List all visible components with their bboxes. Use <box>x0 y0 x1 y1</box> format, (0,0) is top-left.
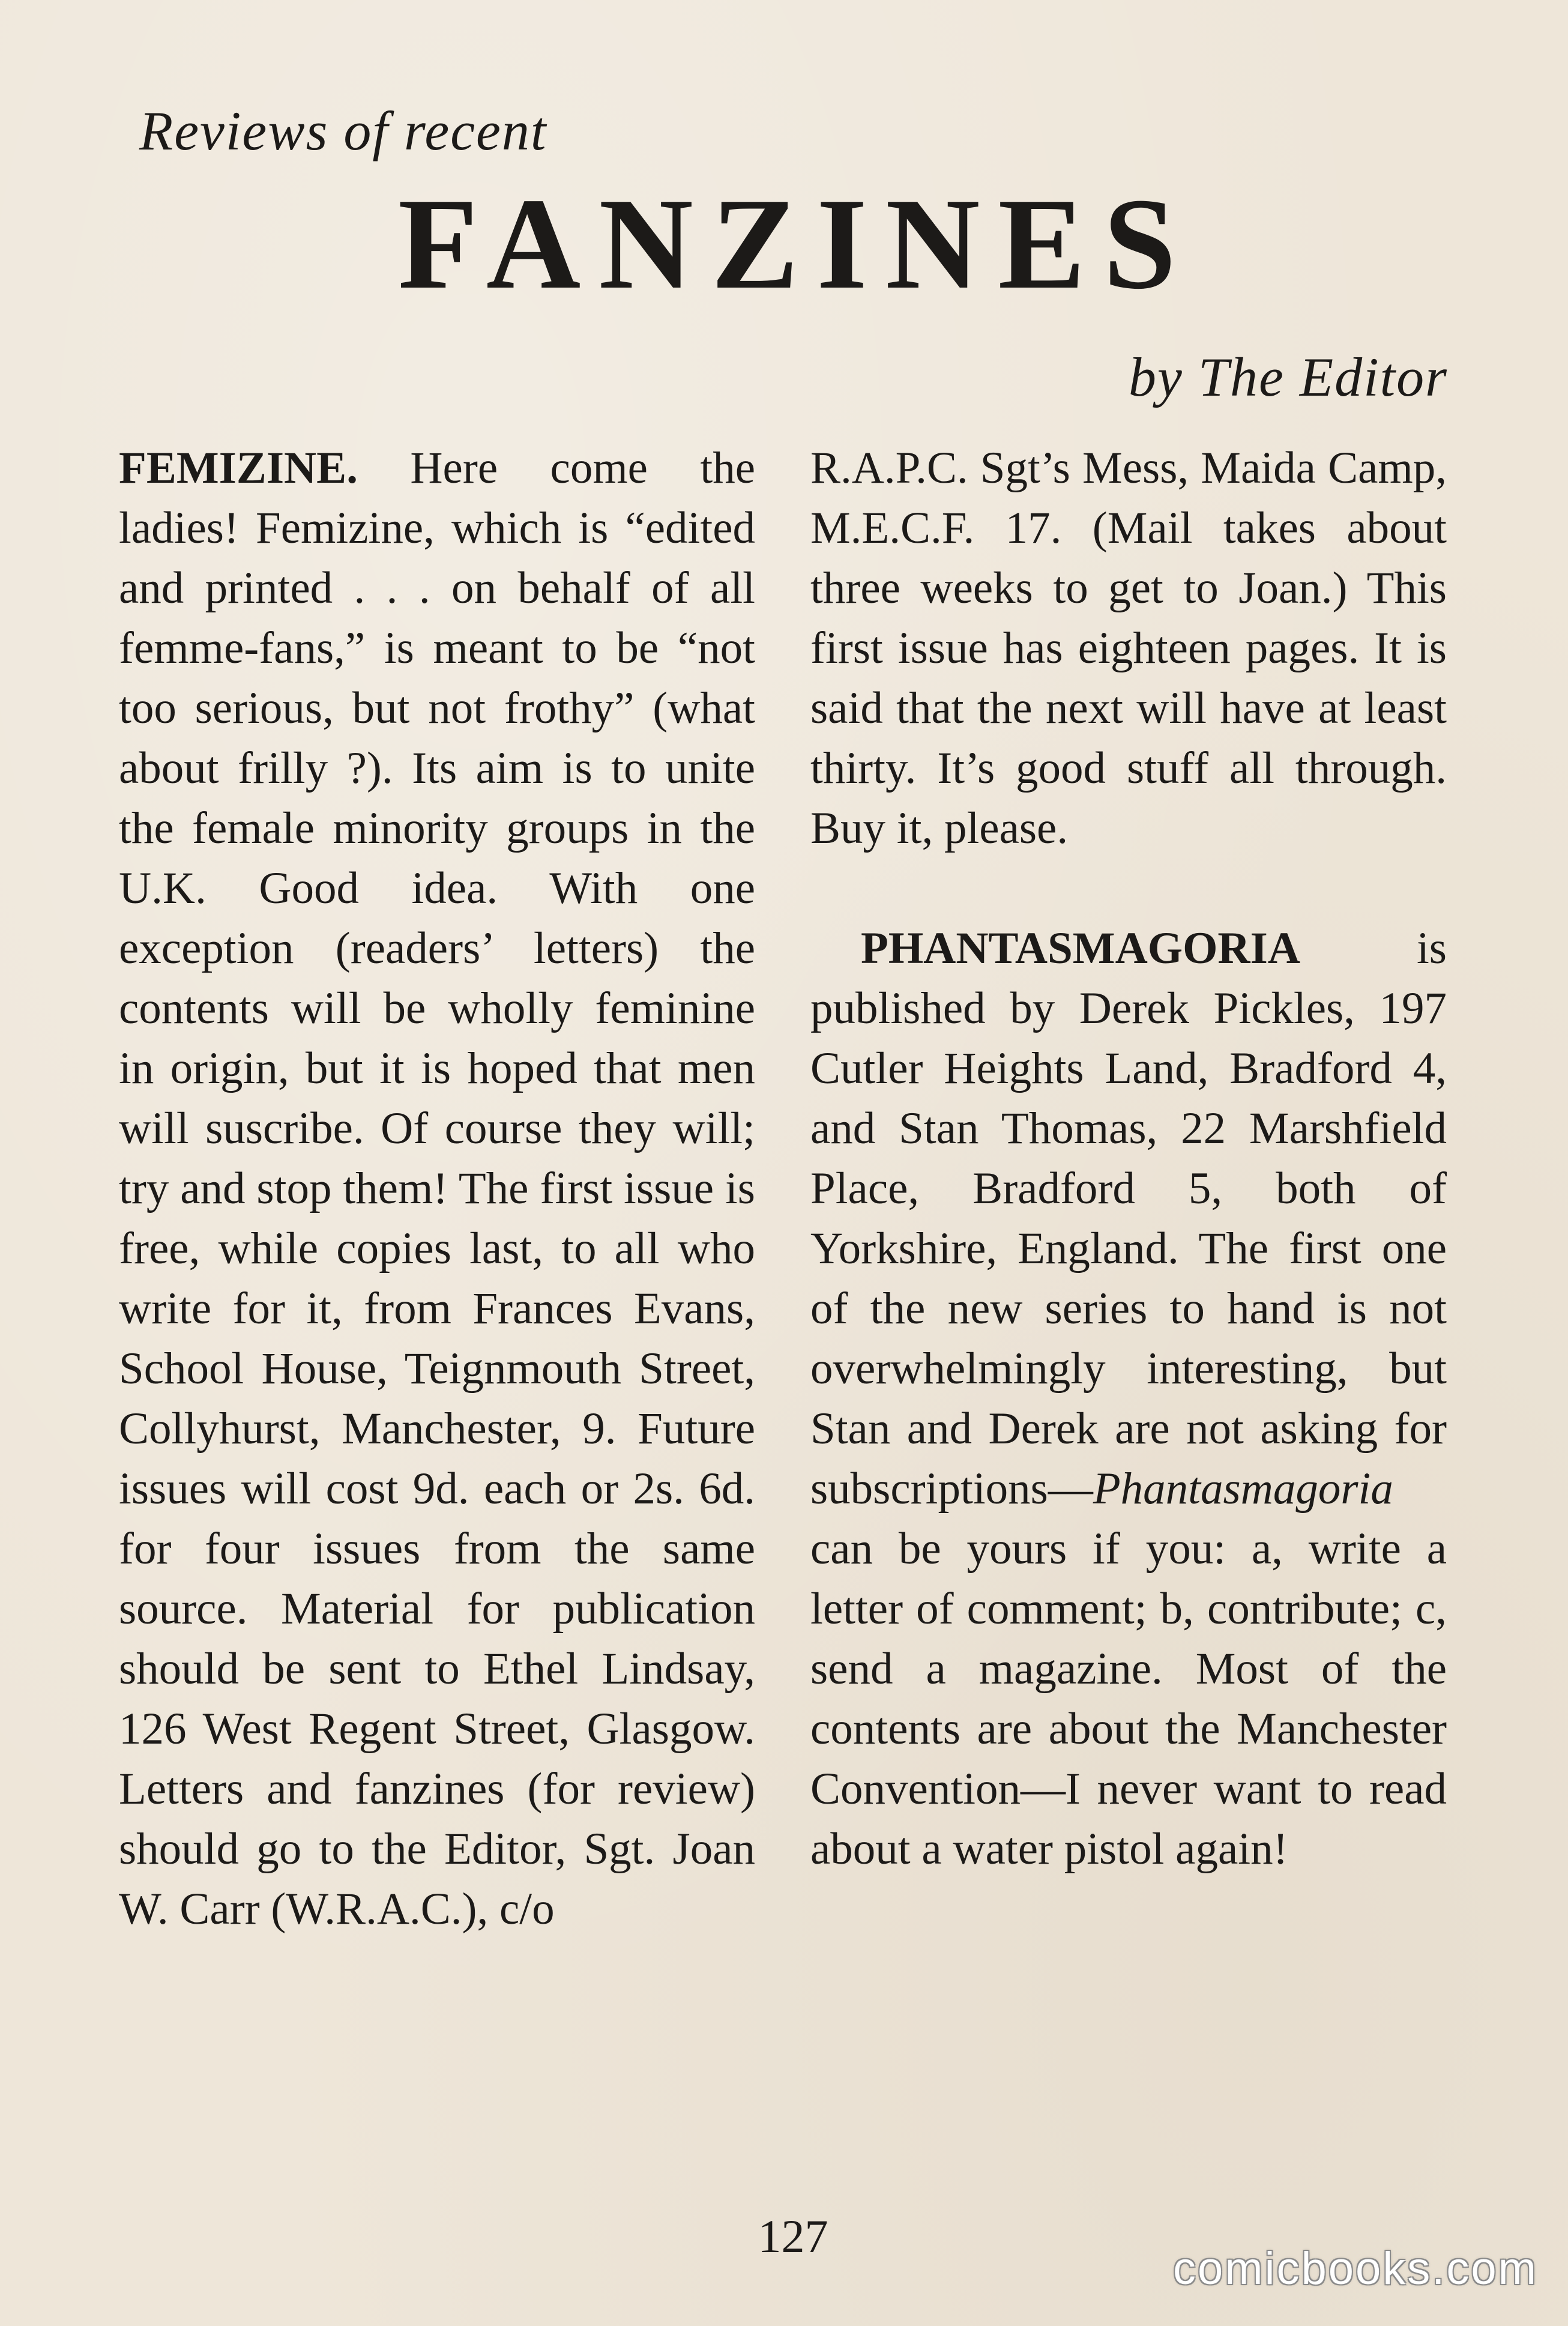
phantasmagoria-review <box>810 919 1447 1879</box>
page-title: FANZINES <box>397 172 1195 316</box>
byline: by The Editor <box>1129 346 1448 408</box>
column-left <box>119 438 755 1939</box>
page-number: 127 <box>758 2210 828 2262</box>
phantasmagoria-text-2: can be yours if you: a, write a letter of comment; b, contribute; c, send a magazine. Most of the contents are about the Manchester Convention—I never want to read about a water pistol again! <box>810 1524 1447 1874</box>
femizine-review-continued: R.A.P.C. Sgt’s Mess, Maida Camp, M.E.C.F. 17. (Mail takes about three weeks to get to Joan.) This first issue has eighteen pages. It is said that the next will have at least thirty. It’s good stuff all through. Buy it, please. <box>810 443 1447 853</box>
phantasmagoria-italic-title: Phantasmagoria <box>1093 1464 1393 1514</box>
femizine-lead: FEMIZINE. <box>119 443 358 493</box>
femizine-review <box>119 438 755 1939</box>
section-kicker: Reviews of recent <box>139 100 547 162</box>
phantasmagoria-lead: PHANTASMAGORIA <box>861 923 1300 973</box>
femizine-text: Here come the ladies! Femizine, which is “edited and printed . . . on behalf of all femme-fans,” is meant to be “not too serious, but not frothy” (what about frilly ?). Its aim is to unite the female minority groups in the U.K. Good idea. With one exception (readers’ letters) the contents will be wholly feminine in origin, but it is hoped that men will suscribe. Of course they will; try and stop them! The first issue is free, while copies last, to all who write for it, from Frances Evans, School House, Teignmouth Street, Collyhurst, Manchester, 9. Future issues will cost 9d. each or 2s. 6d. for four issues from the same source. Material for publication should be sent to Ethel Lindsay, 126 West Regent Street, Glasgow. Letters and fanzines (for review) should go to the Editor, Sgt. Joan W. Carr (W.R.A.C.), c/o <box>119 443 755 1934</box>
watermark-logo: comicbooks.com <box>1173 2243 1538 2294</box>
column-right <box>810 438 1447 1879</box>
phantasmagoria-text-1: is published by Derek Pickles, 197 Cutler Heights Land, Bradford 4, and Stan Thomas, 22 Marshfield Place, Bradford 5, both of Yorkshire, England. The first one of the new series to hand is not overwhelmingly interesting, but Stan and Derek are not asking for subscriptions— <box>810 923 1447 1514</box>
